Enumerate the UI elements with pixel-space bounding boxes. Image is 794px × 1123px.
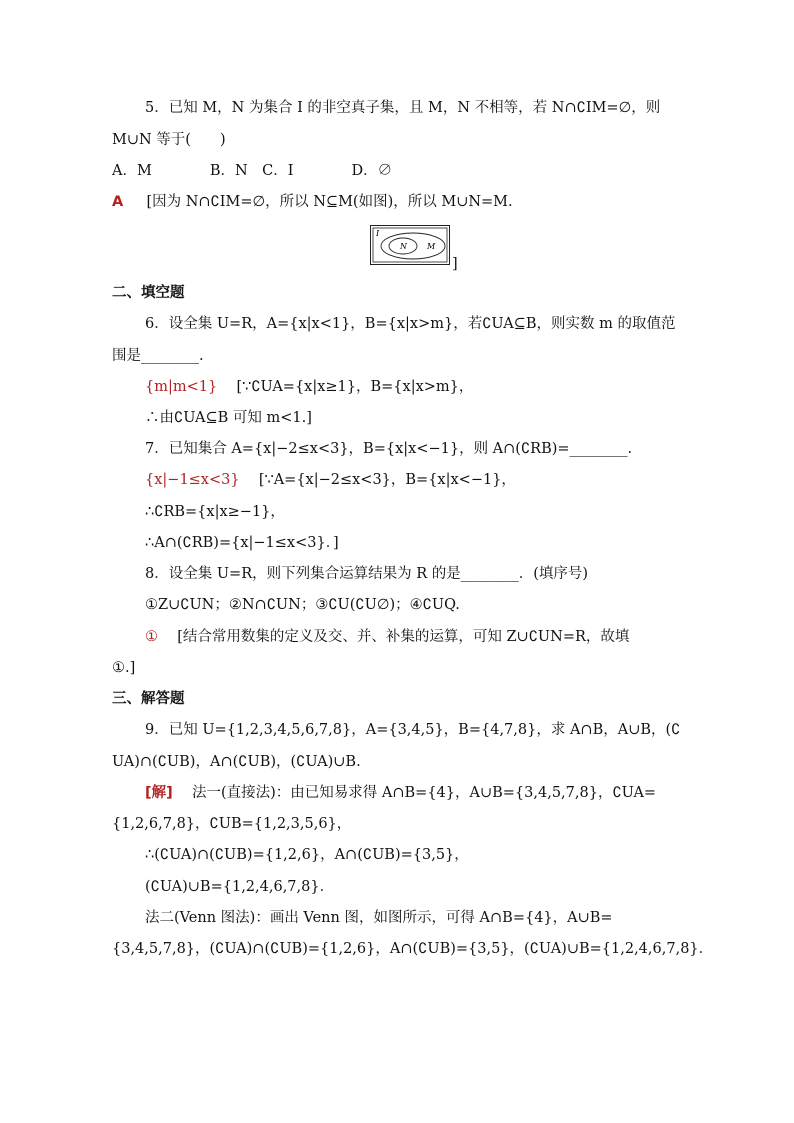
q5-explanation: [因为 N∩∁IM=∅，所以 N⊆M(如图)，所以 M∪N=M. <box>146 194 513 210</box>
q8-options: ①Z∪∁UN；②N∩∁UN；③∁U(∁U∅)；④∁UQ. <box>145 597 460 613</box>
q5-stem-line2: M∪N 等于( ) <box>112 132 226 148</box>
q8-stem: 8．设全集 U=R，则下列集合运算结果为 R 的是________．(填序号) <box>145 566 589 582</box>
section-answer-heading: 三、解答题 <box>112 691 185 707</box>
section-fill-in-heading: 二、填空题 <box>112 285 185 301</box>
q9-solution-line2: {1,2,6,7,8}，∁UB={1,2,3,5,6}， <box>112 816 352 832</box>
q9-method2-line1: 法二(Venn 图法)：画出 Venn 图，如图所示，可得 A∩B={4}，A∪B= <box>145 910 613 926</box>
venn-label-m: M <box>427 242 436 251</box>
q9-solution-line1 <box>145 783 656 803</box>
q9-solution-line4: (∁UA)∪B={1,2,4,6,7,8}． <box>145 879 335 895</box>
venn-label-i: I <box>376 229 380 238</box>
q8-answer: ① <box>145 629 158 645</box>
q7-explanation-3: ∴A∩(∁RB)={x|−1≤x<3}．] <box>145 535 339 551</box>
q7-stem: 7．已知集合 A={x|−2≤x<3}，B={x|x<−1}，则 A∩(∁RB)=________. <box>145 441 633 457</box>
q9-stem-line2: UA)∩(∁UB)，A∩(∁UB)，(∁UA)∪B. <box>112 754 361 770</box>
q6-answer: {m|m<1} <box>145 379 218 395</box>
q8-explanation-2: ①.] <box>112 660 136 676</box>
venn-diagram-q5 <box>370 225 450 265</box>
q7-explanation-2: ∴∁RB={x|x≥−1}， <box>145 504 285 520</box>
q5-options: A．M B．N C．I D．∅ <box>112 163 393 179</box>
q6-stem-line2: 围是________. <box>112 348 204 364</box>
q7-answer-line <box>145 470 516 490</box>
q6-explanation-1: [∵∁UA={x|x≥1}，B={x|x>m}， <box>236 379 474 395</box>
q7-explanation-1: [∵A={x|−2≤x<3}，B={x|x<−1}， <box>258 472 516 488</box>
q6-explanation-2: ∴由∁UA⊆B 可知 m<1.] <box>145 410 312 426</box>
q7-answer: {x|−1≤x<3} <box>145 472 240 488</box>
q6-answer-line <box>145 377 473 397</box>
venn-closing-bracket: ] <box>452 256 458 272</box>
q6-stem-line1: 6．设全集 U=R，A={x|x<1}，B={x|x>m}，若∁UA⊆B，则实数 m 的取值范 <box>145 316 676 332</box>
q8-answer-line <box>145 627 629 647</box>
q9-solution-tag: [解] <box>145 785 173 801</box>
q5-stem-line1: 5．已知 M，N 为集合 I 的非空真子集，且 M，N 不相等，若 N∩∁IM=∅，则 <box>145 100 661 116</box>
q9-stem-line1: 9．已知 U={1,2,3,4,5,6,7,8}，A={3,4,5}，B={4,7,8}，求 A∩B，A∪B，(∁ <box>145 722 681 738</box>
q5-answer-line <box>112 192 513 212</box>
q9-method2-line2: {3,4,5,7,8}，(∁UA)∩(∁UB)={1,2,6}，A∩(∁UB)={3,5}，(∁UA)∪B={1,2,4,6,7,8}． <box>112 941 714 957</box>
q9-method1-text: 法一(直接法)：由已知易求得 A∩B={4}，A∪B={3,4,5,7,8}，∁UA= <box>191 785 657 801</box>
q5-answer: A <box>112 194 124 210</box>
venn-label-n: N <box>400 242 407 251</box>
q9-solution-line3: ∴(∁UA)∩(∁UB)={1,2,6}，A∩(∁UB)={3,5}， <box>145 847 469 863</box>
q8-explanation-1: [结合常用数集的定义及交、并、补集的运算，可知 Z∪∁UN=R，故填 <box>177 629 630 645</box>
